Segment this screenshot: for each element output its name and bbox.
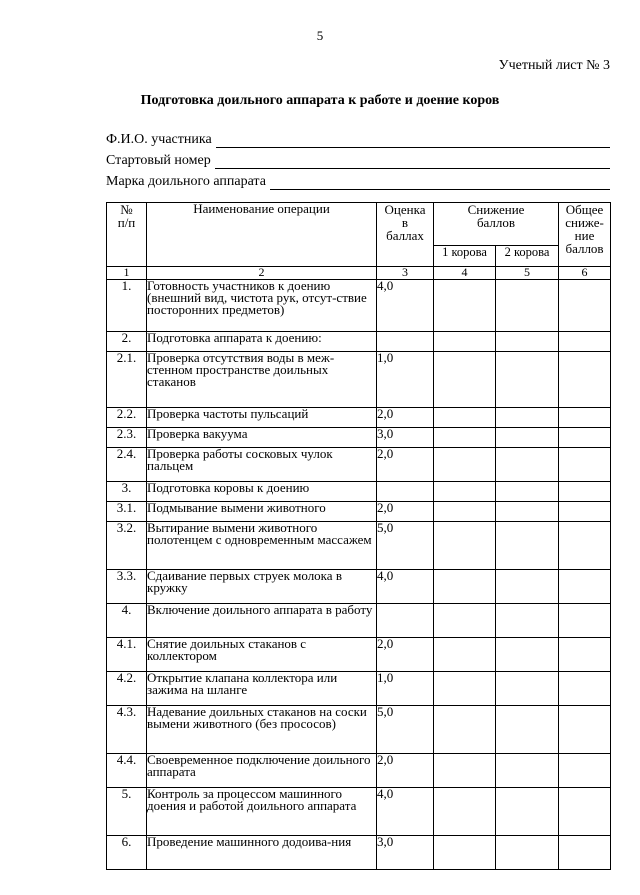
cow-2-reduction-cell[interactable] — [496, 332, 559, 352]
participant-name-line[interactable] — [216, 135, 610, 148]
header-reduction-line1: Снижение — [467, 202, 525, 217]
cow-2-reduction-cell[interactable] — [496, 570, 559, 604]
row-number: 3.1. — [107, 502, 147, 522]
operation-name: Своевременное подключение доильного аппарата — [147, 754, 377, 788]
row-number: 2. — [107, 332, 147, 352]
cow-2-reduction-cell[interactable] — [496, 482, 559, 502]
score-value: 4,0 — [377, 280, 434, 332]
score-value: 4,0 — [377, 788, 434, 836]
cow-2-reduction-cell[interactable] — [496, 352, 559, 408]
table-row — [107, 788, 611, 836]
table-row — [107, 482, 611, 502]
operation-name: Проверка частоты пульсаций — [147, 408, 377, 428]
operation-name: Сдаивание первых струек молока в кружку — [147, 570, 377, 604]
cow-2-reduction-cell[interactable] — [496, 604, 559, 638]
operation-name: Проведение машинного додоива-ния — [147, 836, 377, 870]
row-number: 3.2. — [107, 522, 147, 570]
header-score — [377, 203, 434, 267]
row-number: 3.3. — [107, 570, 147, 604]
cow-2-reduction-cell[interactable] — [496, 836, 559, 870]
operation-name: Проверка работы сосковых чулок пальцем — [147, 448, 377, 482]
total-reduction-cell[interactable] — [559, 788, 611, 836]
total-reduction-cell[interactable] — [559, 352, 611, 408]
row-number: 2.1. — [107, 352, 147, 408]
operation-name: Проверка отсутствия воды в меж-стенном пространстве доильных стаканов — [147, 352, 377, 408]
total-reduction-cell[interactable] — [559, 482, 611, 502]
start-number-line[interactable] — [215, 156, 610, 169]
page-number: 5 — [316, 28, 324, 43]
operation-name: Подмывание вымени животного — [147, 502, 377, 522]
header-operation-name: Наименование операции — [147, 203, 377, 267]
score-value: 2,0 — [377, 502, 434, 522]
operation-name: Открытие клапана коллектора или зажима на шланге — [147, 672, 377, 706]
score-value: 2,0 — [377, 754, 434, 788]
sheet-label: Учетный лист № 3 — [498, 58, 610, 73]
participant-fields — [106, 128, 610, 191]
cow-1-reduction-cell[interactable] — [434, 788, 496, 836]
score-value: 2,0 — [377, 638, 434, 672]
cow-1-reduction-cell[interactable] — [434, 672, 496, 706]
operation-name: Готовность участников к доению (внешний вид, чистота рук, отсут-ствие посторонних предметов) — [147, 280, 377, 332]
row-number: 4.4. — [107, 754, 147, 788]
total-reduction-cell[interactable] — [559, 280, 611, 332]
row-number: 4.2. — [107, 672, 147, 706]
score-value: 1,0 — [377, 672, 434, 706]
column-number: 2 — [147, 267, 377, 280]
header-cow-1: 1 корова — [434, 246, 496, 267]
table-row — [107, 604, 611, 638]
operation-name: Включение доильного аппарата в работу — [147, 604, 377, 638]
operation-name: Подготовка коровы к доению — [147, 482, 377, 502]
document-title: Подготовка доильного аппарата к работе и доение коров — [140, 93, 500, 108]
table-row — [107, 638, 611, 672]
score-value — [377, 332, 434, 352]
cow-2-reduction-cell[interactable] — [496, 448, 559, 482]
row-number: 3. — [107, 482, 147, 502]
start-number-field — [106, 149, 610, 169]
start-number-label: Стартовый номер — [106, 153, 211, 168]
total-reduction-cell[interactable] — [559, 570, 611, 604]
cow-2-reduction-cell[interactable] — [496, 754, 559, 788]
row-number: 2.3. — [107, 428, 147, 448]
cow-1-reduction-cell[interactable] — [434, 280, 496, 332]
header-total-line4: баллов — [565, 241, 604, 256]
table-row — [107, 408, 611, 428]
cow-1-reduction-cell[interactable] — [434, 408, 496, 428]
operation-name: Снятие доильных стаканов с коллектором — [147, 638, 377, 672]
header-reduction — [434, 203, 559, 246]
cow-2-reduction-cell[interactable] — [496, 706, 559, 754]
operation-name: Контроль за процессом машинного доения и работой доильного аппарата — [147, 788, 377, 836]
column-number: 5 — [496, 267, 559, 280]
table-row — [107, 570, 611, 604]
row-number: 2.2. — [107, 408, 147, 428]
cow-2-reduction-cell[interactable] — [496, 672, 559, 706]
cow-1-reduction-cell[interactable] — [434, 428, 496, 448]
header-total-line1: Общее — [565, 202, 604, 217]
row-number: 2.4. — [107, 448, 147, 482]
column-number: 3 — [377, 267, 434, 280]
row-number: 1. — [107, 280, 147, 332]
cow-1-reduction-cell[interactable] — [434, 332, 496, 352]
table-row — [107, 428, 611, 448]
total-reduction-cell[interactable] — [559, 672, 611, 706]
total-reduction-cell[interactable] — [559, 638, 611, 672]
cow-1-reduction-cell[interactable] — [434, 448, 496, 482]
header-score-line1: Оценка — [384, 202, 426, 217]
header-reduction-line2: баллов — [476, 215, 516, 230]
cow-2-reduction-cell[interactable] — [496, 428, 559, 448]
row-number: 5. — [107, 788, 147, 836]
cow-2-reduction-cell[interactable] — [496, 638, 559, 672]
score-value — [377, 482, 434, 502]
operation-name: Вытирание вымени животного полотенцем с одновременным массажем — [147, 522, 377, 570]
cow-1-reduction-cell[interactable] — [434, 522, 496, 570]
total-reduction-cell[interactable] — [559, 754, 611, 788]
score-value: 2,0 — [377, 408, 434, 428]
cow-2-reduction-cell[interactable] — [496, 502, 559, 522]
cow-1-reduction-cell[interactable] — [434, 502, 496, 522]
header-number-line1: № — [120, 202, 133, 217]
row-number: 4. — [107, 604, 147, 638]
header-score-line3: баллах — [386, 228, 424, 243]
milking-machine-brand-line[interactable] — [270, 177, 610, 190]
score-table — [106, 202, 611, 870]
cow-1-reduction-cell[interactable] — [434, 570, 496, 604]
cow-1-reduction-cell[interactable] — [434, 836, 496, 870]
row-number: 6. — [107, 836, 147, 870]
cow-2-reduction-cell[interactable] — [496, 788, 559, 836]
total-reduction-cell[interactable] — [559, 706, 611, 754]
cow-1-reduction-cell[interactable] — [434, 638, 496, 672]
operation-name: Проверка вакуума — [147, 428, 377, 448]
milking-machine-brand-label: Марка доильного аппарата — [106, 174, 266, 189]
total-reduction-cell[interactable] — [559, 332, 611, 352]
table-row — [107, 332, 611, 352]
participant-name-label: Ф.И.О. участника — [106, 132, 212, 147]
cow-1-reduction-cell[interactable] — [434, 706, 496, 754]
cow-1-reduction-cell[interactable] — [434, 482, 496, 502]
operation-name: Подготовка аппарата к доению: — [147, 332, 377, 352]
score-value: 3,0 — [377, 836, 434, 870]
total-reduction-cell[interactable] — [559, 408, 611, 428]
column-number: 6 — [559, 267, 611, 280]
milking-machine-brand-field — [106, 170, 610, 190]
table-row — [107, 280, 611, 332]
total-reduction-cell[interactable] — [559, 502, 611, 522]
header-total-line2: сниже- — [565, 215, 604, 230]
score-value: 2,0 — [377, 448, 434, 482]
total-reduction-cell[interactable] — [559, 836, 611, 870]
table-row — [107, 352, 611, 408]
header-cow-2: 2 корова — [496, 246, 559, 267]
table-row — [107, 522, 611, 570]
score-value: 5,0 — [377, 706, 434, 754]
table-row — [107, 836, 611, 870]
score-value: 1,0 — [377, 352, 434, 408]
total-reduction-cell[interactable] — [559, 522, 611, 570]
table-row — [107, 448, 611, 482]
score-value: 4,0 — [377, 570, 434, 604]
cow-2-reduction-cell[interactable] — [496, 522, 559, 570]
table-row — [107, 754, 611, 788]
total-reduction-cell[interactable] — [559, 448, 611, 482]
total-reduction-cell[interactable] — [559, 428, 611, 448]
header-score-line2: в — [401, 215, 409, 230]
score-value: 5,0 — [377, 522, 434, 570]
score-value — [377, 604, 434, 638]
operation-name: Надевание доильных стаканов на соски вымени животного (без прососов) — [147, 706, 377, 754]
header-number-line2: п/п — [117, 215, 136, 230]
row-number: 4.1. — [107, 638, 147, 672]
header-total-reduction — [559, 203, 611, 267]
header-number — [107, 203, 147, 267]
score-value: 3,0 — [377, 428, 434, 448]
cow-1-reduction-cell[interactable] — [434, 352, 496, 408]
row-number: 4.3. — [107, 706, 147, 754]
table-row — [107, 672, 611, 706]
table-row — [107, 706, 611, 754]
column-number: 1 — [107, 267, 147, 280]
total-reduction-cell[interactable] — [559, 604, 611, 638]
table-row — [107, 502, 611, 522]
header-total-line3: ние — [574, 228, 595, 243]
cow-1-reduction-cell[interactable] — [434, 754, 496, 788]
cow-2-reduction-cell[interactable] — [496, 408, 559, 428]
cow-1-reduction-cell[interactable] — [434, 604, 496, 638]
cow-2-reduction-cell[interactable] — [496, 280, 559, 332]
column-number: 4 — [434, 267, 496, 280]
participant-name-field — [106, 128, 610, 148]
